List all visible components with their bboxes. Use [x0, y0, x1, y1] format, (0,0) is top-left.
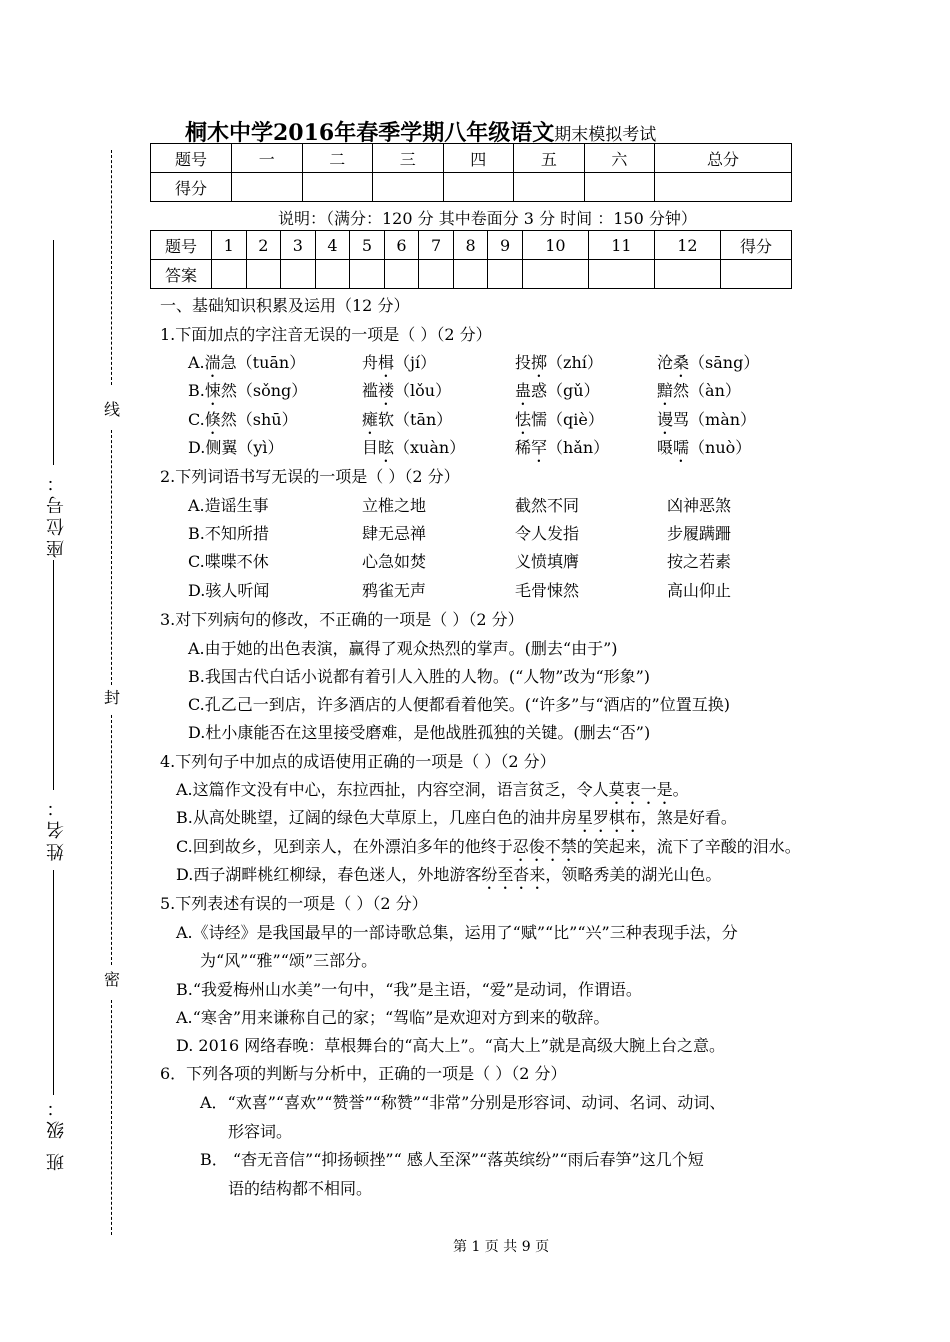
- question-3-stem: 3.对下列病句的修改，不正确的一项是（ ）（2 分）: [160, 610, 524, 629]
- answer-cell[interactable]: [281, 260, 316, 289]
- q1-option-d-1: D.侧翼（yì）: [188, 438, 284, 457]
- answer-header-cell: 2: [246, 231, 281, 260]
- q3-option-d: D.杜小康能否在这里接受磨难，是他战胜孤独的关键。(删去“否”): [188, 723, 651, 742]
- q2-option-c-2: 心急如焚: [362, 552, 427, 571]
- score-table: [150, 143, 792, 202]
- seal-char-feng: 封: [104, 688, 121, 707]
- dotted-idiom: 莫衷一是: [608, 780, 673, 799]
- q1-option-a-3: 投掷（zhí）: [515, 353, 603, 372]
- answer-header-cell: 3: [281, 231, 316, 260]
- q4-option-c: C.回到故乡，见到亲人，在外漂泊多年的他终于忍俊不禁的笑起来，流下了辛酸的泪水。: [176, 837, 801, 856]
- answer-header-cell: 11: [588, 231, 654, 260]
- q3-option-c: C.孔乙己一到店，许多酒店的人便都看着他笑。(“许多”与“酒店的”位置互换): [188, 695, 730, 714]
- q1-option-b-3: 蛊惑（gǔ）: [515, 381, 600, 400]
- score-cell[interactable]: [584, 173, 655, 202]
- q2-option-a-4: 凶神恶煞: [667, 496, 732, 515]
- q2-option-c-4: 按之若素: [667, 552, 732, 571]
- dotted-char: 褛: [378, 381, 395, 400]
- dotted-char: 楫: [378, 353, 395, 372]
- q1-option-a-4: 沧桑（sāng）: [657, 353, 760, 372]
- answer-header-cell: 4: [315, 231, 350, 260]
- q5-option-a-cont: 为“风”“雅”“颂”三部分。: [200, 951, 378, 970]
- q2-option-c-3: 义愤填膺: [515, 552, 580, 571]
- score-cell[interactable]: [373, 173, 444, 202]
- answer-cell[interactable]: [246, 260, 281, 289]
- q1-option-d-2: 目眩（xuàn）: [362, 438, 466, 457]
- question-1-stem: 1.下面加点的字注音无误的一项是（ ）（2 分）: [160, 325, 492, 344]
- q1-option-c-4: 谩骂（màn）: [657, 410, 757, 429]
- q6-option-b: B． “杳无音信”“抑扬顿挫”“ 感人至深”“落英缤纷”“雨后春笋”这几个短: [200, 1150, 704, 1169]
- dotted-idiom: 纷至沓来: [481, 865, 546, 884]
- dotted-char: 嚅: [673, 438, 690, 457]
- question-2-stem: 2.下列词语书写无误的一项是（ ）（2 分）: [160, 467, 460, 486]
- q1-option-a-1: A.湍急（tuān）: [188, 353, 306, 372]
- score-header-cell: 六: [584, 144, 655, 173]
- q1-option-d-3: 稀罕（hǎn）: [515, 438, 610, 457]
- dotted-char: 罕: [531, 438, 548, 457]
- q5-option-d: D. 2016 网络春晚：草根舞台的“高大上”。“高大上”就是高级大腕上台之意。: [176, 1036, 725, 1055]
- title-main: 桐木中学2016年春季学期八年级语文: [185, 120, 555, 146]
- answer-cell[interactable]: [315, 260, 350, 289]
- name-line: [53, 560, 54, 790]
- exam-note: 说明：（满分：120 分 其中卷面分 3 分 时间 ：150 分钟）: [278, 209, 697, 228]
- q2-option-d-1: D.骇人听闻: [188, 581, 270, 600]
- q6-option-a-cont: 形容词。: [228, 1122, 293, 1141]
- answer-cell[interactable]: [212, 260, 247, 289]
- dotted-char: 黯: [657, 381, 674, 400]
- answer-cell[interactable]: [522, 260, 588, 289]
- dotted-char: 桑: [673, 353, 690, 372]
- binding-line-4: [111, 1000, 112, 1235]
- seal-char-xian: 线: [104, 400, 121, 419]
- q1-option-c-3: 怯懦（qiè）: [515, 410, 604, 429]
- q2-option-d-4: 高山仰止: [667, 581, 732, 600]
- q1-option-b-1: B.悚然（sǒng）: [188, 381, 308, 400]
- q2-option-a-2: 立椎之地: [362, 496, 427, 515]
- score-header-cell: 总分: [655, 144, 792, 173]
- title-sub: 期末模拟考试: [554, 125, 657, 145]
- binding-line-1: [111, 150, 112, 385]
- class-label: 班 级：: [46, 1095, 67, 1171]
- answer-header-cell: 1: [212, 231, 247, 260]
- name-label: 姓名：: [46, 795, 67, 861]
- score-cell[interactable]: [655, 173, 792, 202]
- dotted-idiom: 星罗棋布: [576, 808, 641, 827]
- dotted-idiom: 忍俊不禁: [512, 837, 577, 856]
- q2-option-b-2: 肆无忌禅: [362, 524, 427, 543]
- binding-line-3: [111, 715, 112, 965]
- binding-line-2: [111, 430, 112, 685]
- score-row-label: 得分: [151, 173, 232, 202]
- seat-number-line: [53, 240, 54, 465]
- q2-option-b-4: 步履蹒跚: [667, 524, 732, 543]
- dotted-char: 悚: [204, 381, 221, 400]
- score-header-cell: 四: [443, 144, 514, 173]
- answer-header-cell: 9: [488, 231, 523, 260]
- q6-option-b-cont: 语的结构都不相同。: [228, 1179, 373, 1198]
- q3-option-b: B.我国古代白话小说都有着引人入胜的人物。(“人物”改为“形象”): [188, 667, 651, 686]
- answer-header-cell: 10: [522, 231, 588, 260]
- q2-option-d-3: 毛骨悚然: [515, 581, 580, 600]
- class-line: [53, 870, 54, 1095]
- answer-cell[interactable]: [453, 260, 488, 289]
- q2-option-c-1: C.喋喋不休: [188, 552, 269, 571]
- answer-header-cell: 得分: [721, 231, 792, 260]
- score-cell[interactable]: [443, 173, 514, 202]
- answer-header-cell: 7: [419, 231, 454, 260]
- score-header-cell: 二: [302, 144, 373, 173]
- score-cell[interactable]: [232, 173, 303, 202]
- score-header-cell: 三: [373, 144, 444, 173]
- answer-header-cell: 5: [350, 231, 385, 260]
- q1-option-c-1: C.倏然（shū）: [188, 410, 298, 429]
- dotted-char: 怯: [515, 410, 532, 429]
- answer-header-cell: 6: [384, 231, 419, 260]
- answer-cell[interactable]: [721, 260, 792, 289]
- q4-option-b: B.从高处眺望，辽阔的绿色大草原上，几座白色的油井房星罗棋布，煞是好看。: [176, 808, 737, 827]
- q2-option-d-2: 鸦雀无声: [362, 581, 427, 600]
- answer-cell[interactable]: [419, 260, 454, 289]
- answer-cell[interactable]: [488, 260, 523, 289]
- q5-option-a: A.《诗经》是我国最早的一部诗歌总集，运用了“赋”“比”“兴”三种表现手法，分: [176, 923, 738, 942]
- answer-row-label: 答案: [151, 260, 212, 289]
- seat-number-label: 座位号：: [46, 470, 67, 558]
- question-5-stem: 5.下列表述有误的一项是（ ）（2 分）: [160, 894, 428, 913]
- answer-header-cell: 题号: [151, 231, 212, 260]
- dotted-char: 湍: [204, 353, 221, 372]
- dotted-char: 蛊: [515, 381, 532, 400]
- q4-option-d: D.西子湖畔桃红柳绿，春色迷人，外地游客纷至沓来，领略秀美的湖光山色。: [176, 865, 722, 884]
- q3-option-a: A.由于她的出色表演，赢得了观众热烈的掌声。(删去“由于”): [188, 639, 618, 658]
- answer-cell[interactable]: [350, 260, 385, 289]
- question-6-stem: 6．下列各项的判断与分析中，正确的一项是（ ）（2 分）: [160, 1064, 567, 1083]
- q2-option-a-1: A.造谣生事: [188, 496, 269, 515]
- q1-option-d-4: 嗫嚅（nuò）: [657, 438, 752, 457]
- q1-option-c-2: 瘫软（tān）: [362, 410, 453, 429]
- page-footer: 第 1 页 共 9 页: [453, 1239, 550, 1255]
- score-header-cell: 一: [232, 144, 303, 173]
- q1-option-b-2: 褴褛（lǒu）: [362, 381, 452, 400]
- section-heading: 一、基础知识积累及运用（12 分）: [160, 296, 410, 315]
- dotted-char: 谩: [657, 410, 674, 429]
- answer-cell[interactable]: [588, 260, 654, 289]
- q1-option-a-2: 舟楫（jí）: [362, 353, 437, 372]
- q5-option-c: A.“寒舍”用来谦称自己的家；“驾临”是欢迎对方到来的敬辞。: [176, 1008, 610, 1027]
- dotted-char: 掷: [531, 353, 548, 372]
- q6-option-a: A．“欢喜”“喜欢”“赞誉”“称赞”“非常”分别是形容词、动词、名词、动词、: [200, 1093, 726, 1112]
- answer-table: [150, 230, 792, 289]
- q2-option-b-1: B.不知所措: [188, 524, 269, 543]
- score-header-cell: 题号: [151, 144, 232, 173]
- dotted-char: 瘫: [362, 410, 379, 429]
- q4-option-a: A.这篇作文没有中心，东拉西扯，内容空洞，语言贫乏，令人莫衷一是。: [176, 780, 689, 799]
- score-cell[interactable]: [302, 173, 373, 202]
- q5-option-b: B.“我爱梅州山水美”一句中，“我”是主语，“爱”是动词，作谓语。: [176, 980, 642, 999]
- score-header-cell: 五: [514, 144, 585, 173]
- q1-option-b-4: 黯然（àn）: [657, 381, 741, 400]
- seal-char-mi: 密: [104, 970, 121, 989]
- dotted-char: 眩: [378, 438, 395, 457]
- question-4-stem: 4.下列句子中加点的成语使用正确的一项是（ ）（2 分）: [160, 752, 556, 771]
- q2-option-a-3: 截然不同: [515, 496, 580, 515]
- score-cell[interactable]: [514, 173, 585, 202]
- dotted-char: 倏: [204, 410, 221, 429]
- q2-option-b-3: 令人发指: [515, 524, 580, 543]
- answer-cell[interactable]: [384, 260, 419, 289]
- answer-cell[interactable]: [654, 260, 720, 289]
- answer-header-cell: 8: [453, 231, 488, 260]
- answer-header-cell: 12: [654, 231, 720, 260]
